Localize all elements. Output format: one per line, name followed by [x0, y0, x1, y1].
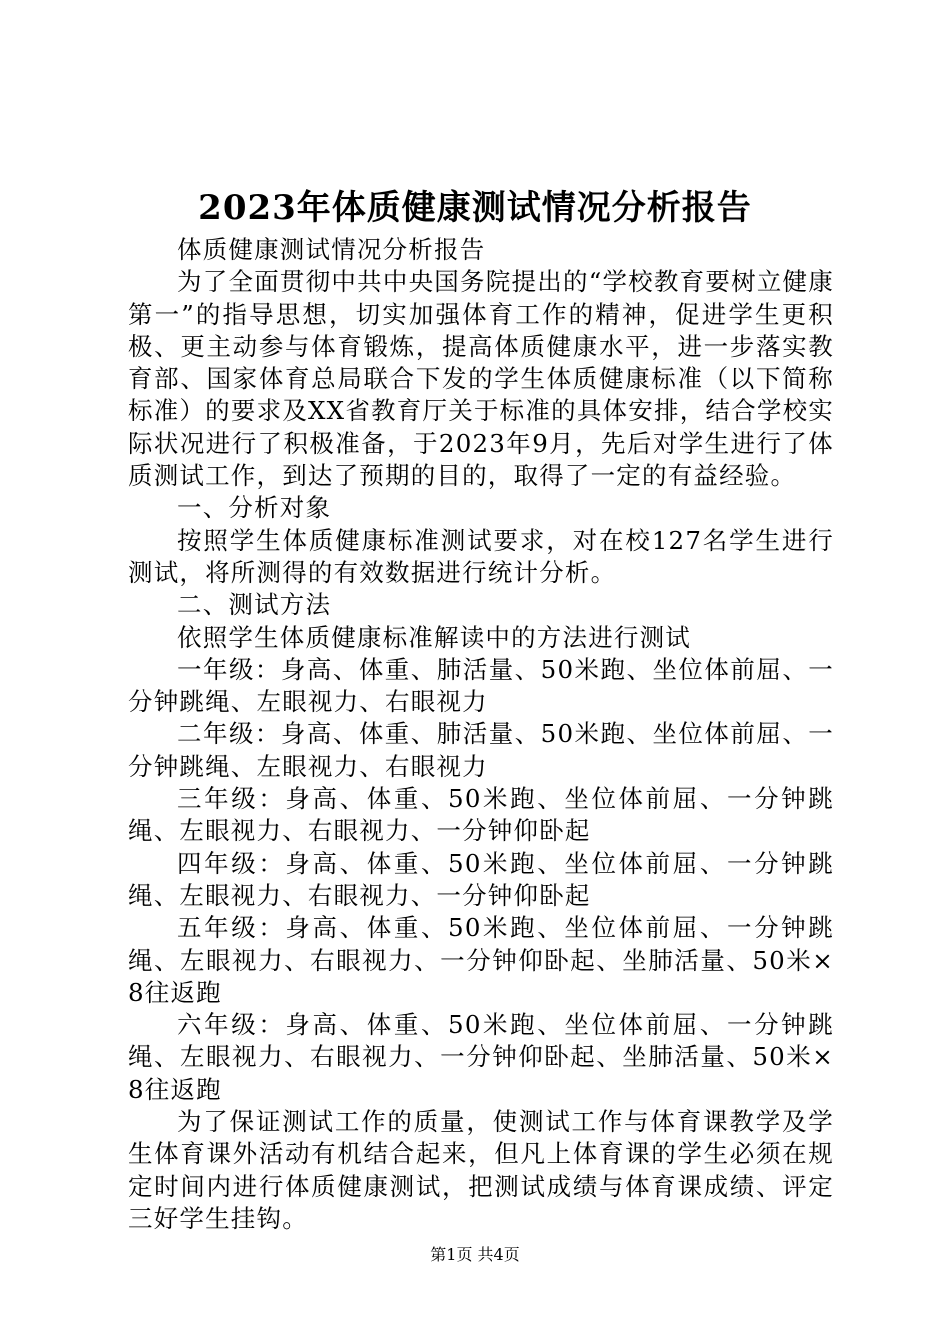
paragraph-intro: 为了全面贯彻中共中央国务院提出的“学校教育要树立健康第一”的指导思想，切实加强体育工作的精神，促进学生更积极、更主动参与体育锻炼，提高体质健康水平，进一步落实教育部、国家体育总局联合下发的学生体质健康标准（以下简称标准）的要求及XX省教育厅关于标准的具体安排，结合学校实际状况进行了积极准备，于2023年9月，先后对学生进行了体质测试工作，到达了预期的目的，取得了一定的有益经验。: [128, 267, 834, 491]
paragraph-grade-2: 二年级：身高、体重、肺活量、50米跑、坐位体前屈、一分钟跳绳、左眼视力、右眼视力: [128, 719, 834, 781]
document-title: 2023年体质健康测试情况分析报告: [198, 188, 752, 228]
paragraph-analysis-target: 按照学生体质健康标准测试要求，对在校127名学生进行测试，将所测得的有效数据进行统计分析。: [128, 525, 834, 587]
paragraph-test-method: 依照学生体质健康标准解读中的方法进行测试: [177, 622, 691, 652]
paragraph-quality: 为了保证测试工作的质量，使测试工作与体育课教学及学生体育课外活动有机结合起来，但凡上体育课的学生必须在规定时间内进行体质健康测试，把测试成绩与体育课成绩、评定三好学生挂钩。: [128, 1107, 834, 1233]
paragraph-grade-4: 四年级：身高、体重、50米跑、坐位体前屈、一分钟跳绳、左眼视力、右眼视力、一分钟仰卧起: [128, 848, 834, 910]
document-body: [128, 234, 834, 1235]
paragraph-grade-3: 三年级：身高、体重、50米跑、坐位体前屈、一分钟跳绳、左眼视力、右眼视力、一分钟仰卧起: [128, 784, 834, 846]
section-heading-analysis-target: 一、分析对象: [177, 493, 332, 523]
paragraph-grade-5: 五年级：身高、体重、50米跑、坐位体前屈、一分钟跳绳、左眼视力、右眼视力、一分钟仰卧起、坐肺活量、50米×8往返跑: [128, 913, 834, 1007]
page-number: 第1页 共4页: [430, 1245, 520, 1264]
paragraph-grade-1: 一年级：身高、体重、肺活量、50米跑、坐位体前屈、一分钟跳绳、左眼视力、右眼视力: [128, 654, 834, 717]
section-heading-test-method: 二、测试方法: [177, 590, 332, 620]
paragraph-grade-6: 六年级：身高、体重、50米跑、坐位体前屈、一分钟跳绳、左眼视力、右眼视力、一分钟仰卧起、坐肺活量、50米×8往返跑: [128, 1010, 834, 1104]
paragraph-subtitle: 体质健康测试情况分析报告: [177, 235, 486, 264]
